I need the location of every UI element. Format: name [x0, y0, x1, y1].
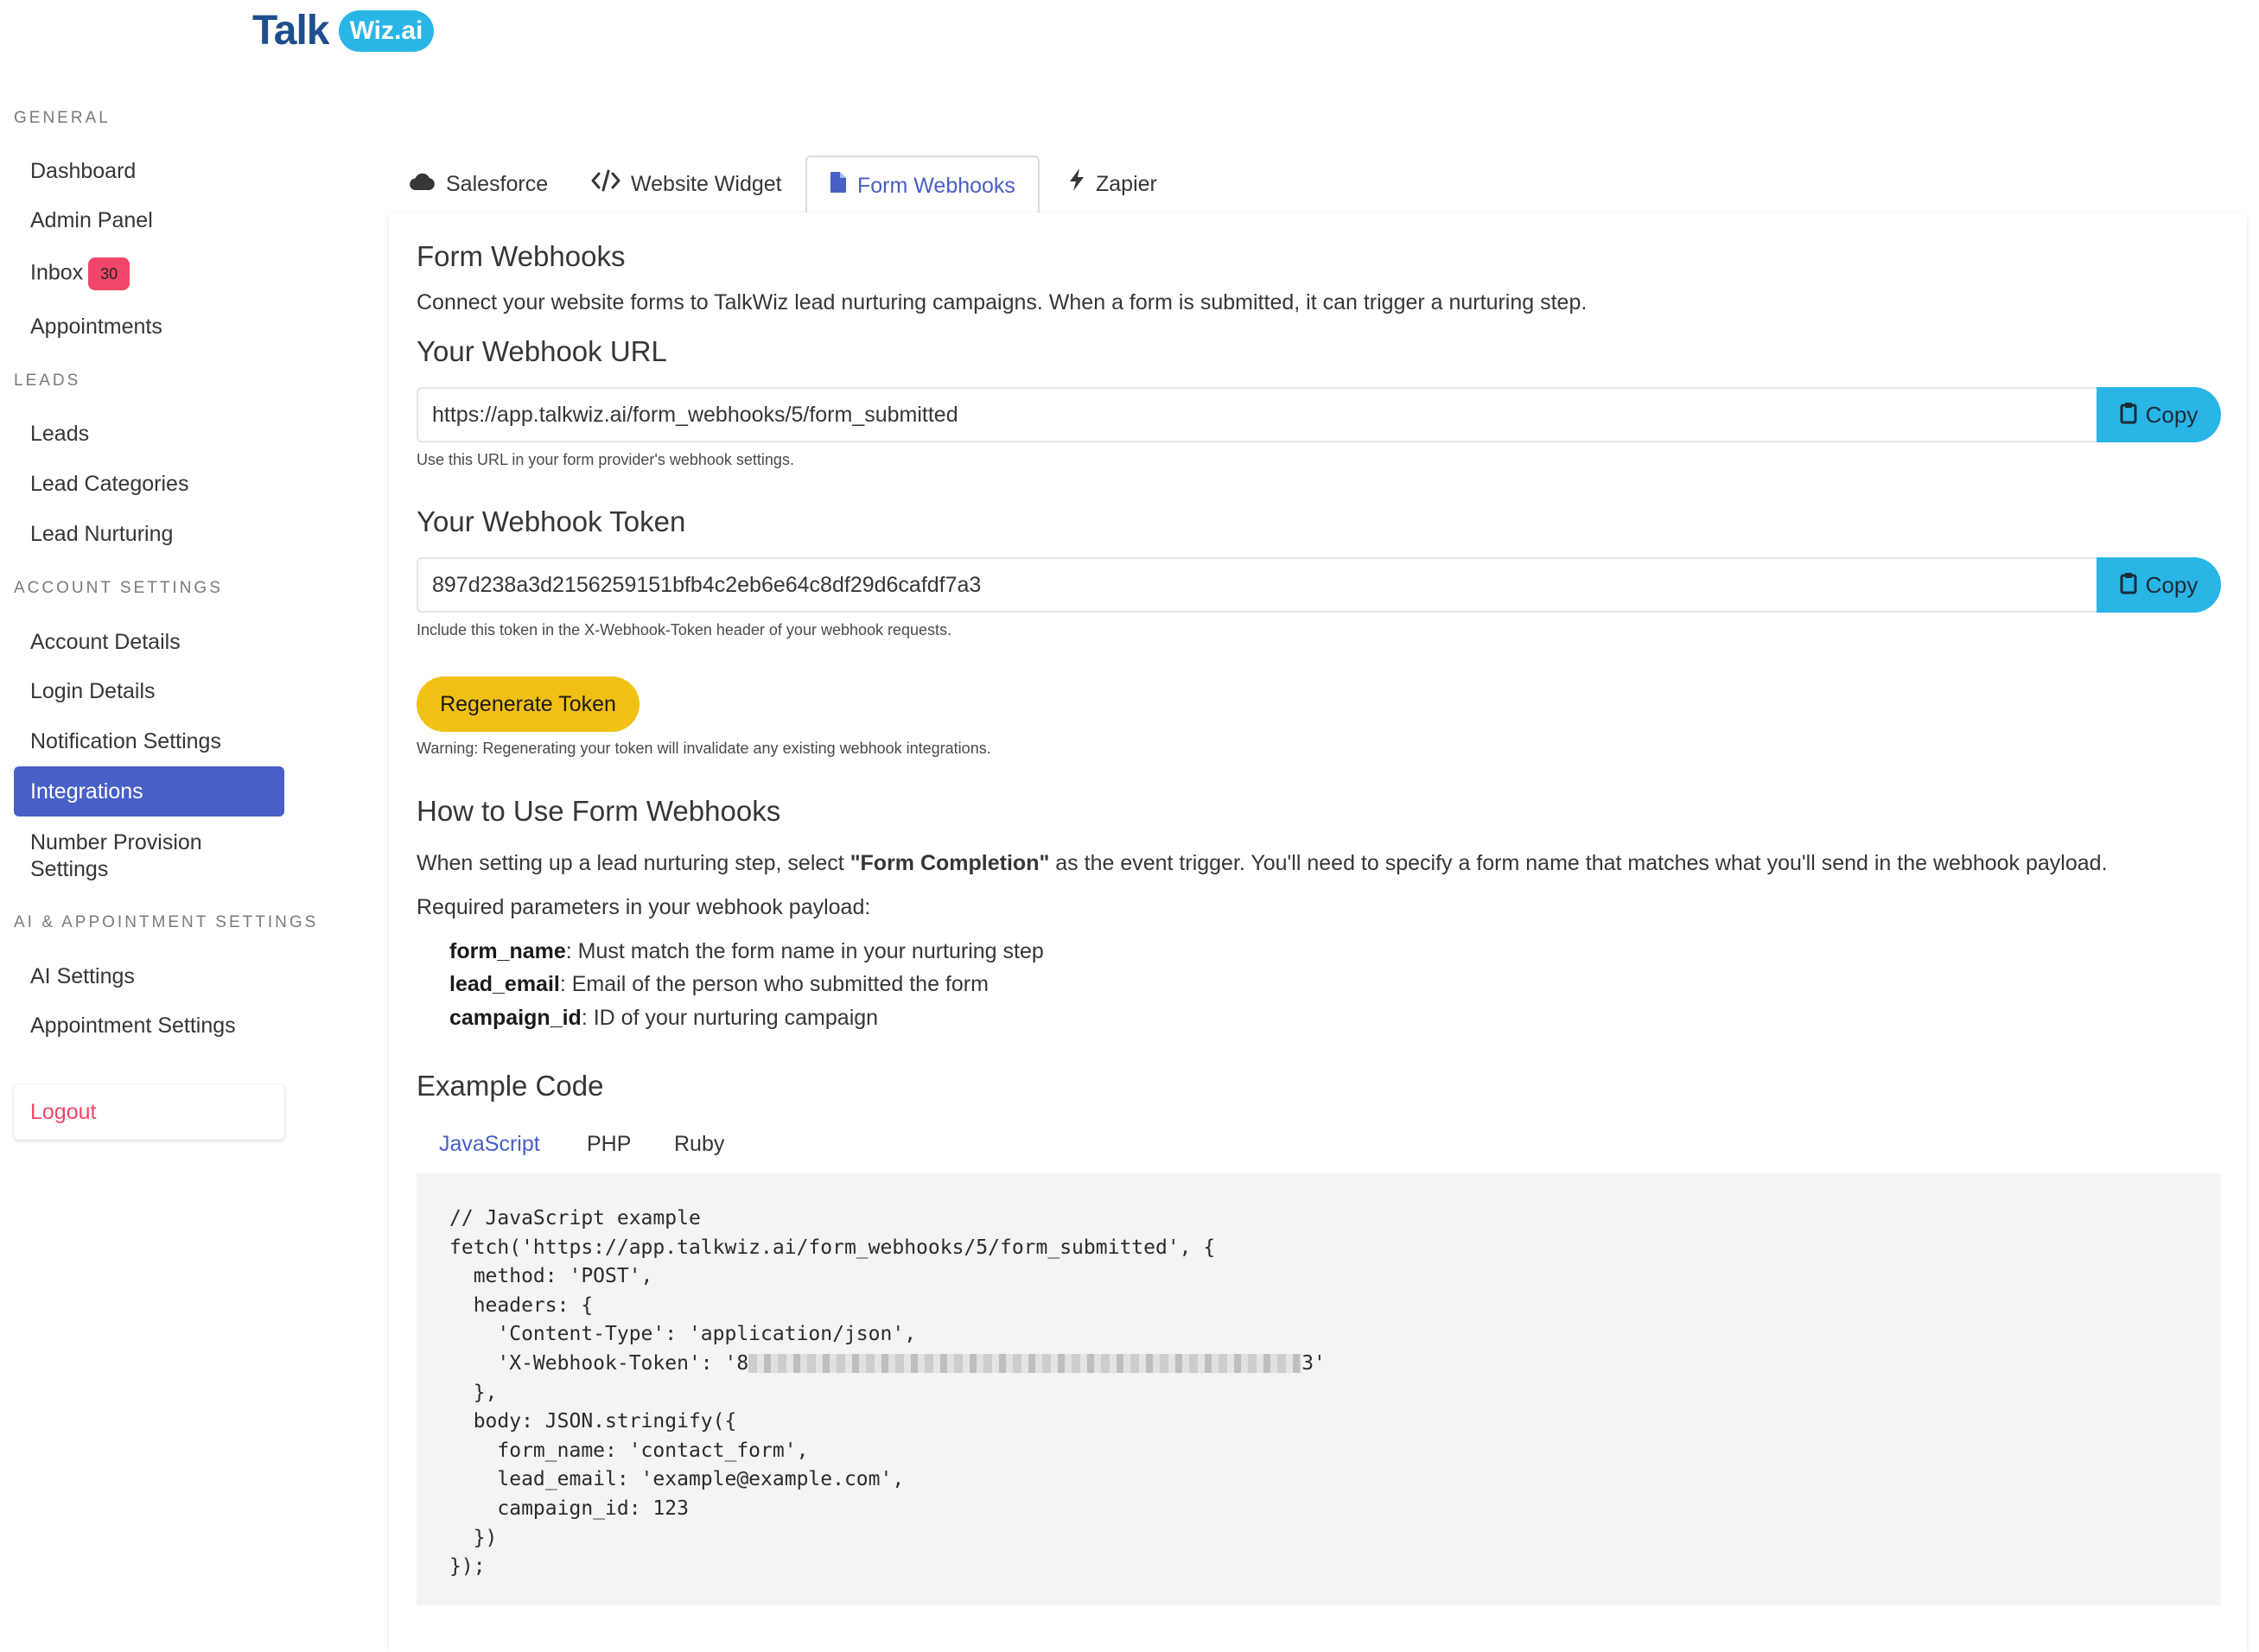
howto-heading: How to Use Form Webhooks: [417, 795, 781, 827]
tab-label: Form Webhooks: [857, 174, 1015, 198]
logo-text-wiz: Wiz.ai: [339, 10, 434, 52]
code-tab-ruby[interactable]: Ruby: [674, 1132, 725, 1156]
code-line: form_name: 'contact_form',: [449, 1439, 809, 1462]
webhook-token-field: [417, 557, 2221, 613]
tab-zapier[interactable]: [1068, 156, 1157, 213]
regenerate-token-button[interactable]: Regenerate Token: [417, 677, 640, 732]
code-line: lead_email: 'example@example.com',: [449, 1468, 905, 1491]
param-name: campaign_id: [449, 1006, 582, 1030]
copy-label: Copy: [2145, 572, 2199, 598]
param-name: form_name: [449, 939, 566, 963]
code-line: body: JSON.stringify({: [449, 1410, 737, 1433]
code-line: // JavaScript example: [449, 1207, 701, 1229]
sidebar-item-appointments[interactable]: Appointments: [30, 315, 162, 339]
code-line: headers: {: [449, 1293, 594, 1317]
tab-label: Zapier: [1096, 172, 1157, 196]
param-name: lead_email: [449, 972, 560, 996]
file-icon: [830, 158, 847, 215]
webhook-token-heading: Your Webhook Token: [417, 505, 686, 537]
sidebar-item-admin-panel[interactable]: Admin Panel: [30, 208, 153, 232]
sidebar-item-ai-settings[interactable]: AI Settings: [30, 964, 135, 988]
code-line: },: [449, 1381, 498, 1404]
param-lead-email: [449, 972, 989, 997]
cloud-icon: [408, 156, 436, 213]
sidebar-item-appointment-settings[interactable]: Appointment Settings: [30, 1013, 236, 1038]
webhook-url-heading: Your Webhook URL: [417, 335, 667, 367]
param-form-name: [449, 939, 1044, 964]
regenerate-warning: Warning: Regenerating your token will invalidate any existing webhook integrations.: [417, 740, 991, 757]
param-campaign-id: [449, 1006, 878, 1031]
howto-text-post: as the event trigger. You'll need to specify a form name that matches what you'll send in the webhook payload.: [1049, 851, 2108, 875]
tab-label: Website Widget: [631, 172, 782, 196]
clipboard-icon: [2120, 389, 2137, 444]
param-desc: : Email of the person who submitted the form: [559, 972, 989, 996]
code-line: fetch('https://app.talkwiz.ai/form_webhooks/5/form_submitted', {: [449, 1236, 1216, 1259]
sidebar-item-login-details[interactable]: Login Details: [30, 679, 156, 703]
sidebar-item-notification-settings[interactable]: Notification Settings: [30, 729, 221, 753]
copy-label: Copy: [2145, 402, 2199, 428]
tab-label: Salesforce: [446, 172, 549, 196]
code-tab-javascript[interactable]: JavaScript: [439, 1132, 540, 1156]
webhook-token-help: Include this token in the X-Webhook-Token header of your webhook requests.: [417, 621, 952, 639]
sidebar-item-integrations[interactable]: Integrations: [14, 766, 284, 816]
code-line: campaign_id: 123: [449, 1496, 689, 1520]
webhook-token-input[interactable]: 897d238a3d2156259151bfb4c2eb6e64c8df29d6cafdf7a3: [417, 557, 2097, 613]
code-token-end: 3': [1301, 1351, 1326, 1375]
webhook-url-help: Use this URL in your form provider's webhook settings.: [417, 451, 794, 468]
code-line: 'Content-Type': 'application/json',: [449, 1323, 917, 1346]
sidebar-item-label: Number Provision: [30, 830, 202, 855]
tab-salesforce[interactable]: [408, 156, 548, 213]
copy-url-button[interactable]: [2097, 387, 2221, 442]
sidebar-item-label: Inbox: [30, 260, 84, 285]
intro-text: Connect your website forms to TalkWiz lead nurturing campaigns. When a form is submitted, it can trigger a nurturing step.: [417, 290, 1588, 315]
copy-token-button[interactable]: [2097, 557, 2221, 613]
code-icon: [591, 156, 620, 213]
sidebar-item-account-details[interactable]: Account Details: [30, 630, 181, 654]
inbox-count-badge: 30: [88, 257, 130, 290]
code-tab-php[interactable]: PHP: [587, 1132, 632, 1156]
code-line: 'X-Webhook-Token': '8: [449, 1351, 749, 1375]
code-line: });: [449, 1555, 486, 1579]
code-line: method: 'POST',: [449, 1265, 653, 1288]
param-desc: : ID of your nurturing campaign: [581, 1006, 879, 1030]
logo-text-talk: Talk: [252, 8, 329, 54]
sidebar-item-lead-nurturing[interactable]: Lead Nurturing: [30, 522, 174, 546]
section-label-general: GENERAL: [14, 109, 111, 127]
sidebar-item-leads[interactable]: Leads: [30, 422, 90, 446]
section-title: Form Webhooks: [417, 240, 626, 272]
code-line: }): [449, 1526, 498, 1549]
params-intro: Required parameters in your webhook payload:: [417, 895, 871, 919]
example-code-block: [417, 1173, 2221, 1605]
bolt-icon: [1068, 156, 1085, 213]
tab-website-widget[interactable]: [591, 156, 782, 213]
webhook-url-field: [417, 387, 2221, 442]
clipboard-icon: [2120, 559, 2137, 614]
howto-text-bold: "Form Completion": [850, 851, 1050, 875]
sidebar-item-inbox[interactable]: [14, 257, 284, 290]
sidebar-item-label-line2: Settings: [30, 857, 109, 881]
section-label-account-settings: ACCOUNT SETTINGS: [14, 579, 223, 597]
logout-button[interactable]: Logout: [14, 1084, 284, 1140]
param-desc: : Must match the form name in your nurturing step: [565, 939, 1044, 963]
howto-text: [417, 851, 2108, 876]
webhook-url-input[interactable]: https://app.talkwiz.ai/form_webhooks/5/form_submitted: [417, 387, 2097, 442]
integration-tabs: [389, 156, 2247, 214]
code-line-token: [449, 1350, 2188, 1379]
sidebar-item-lead-categories[interactable]: Lead Categories: [30, 472, 189, 496]
section-label-leads: LEADS: [14, 372, 81, 390]
sidebar-item-dashboard[interactable]: Dashboard: [30, 159, 137, 183]
howto-text-pre: When setting up a lead nurturing step, select: [417, 851, 850, 875]
section-label-ai-appointment: AI & APPOINTMENT SETTINGS: [14, 913, 319, 931]
sidebar-item-number-provision[interactable]: [14, 829, 284, 883]
redacted-token: [748, 1354, 1301, 1373]
example-code-heading: Example Code: [417, 1070, 604, 1102]
tab-form-webhooks[interactable]: [805, 156, 1040, 214]
